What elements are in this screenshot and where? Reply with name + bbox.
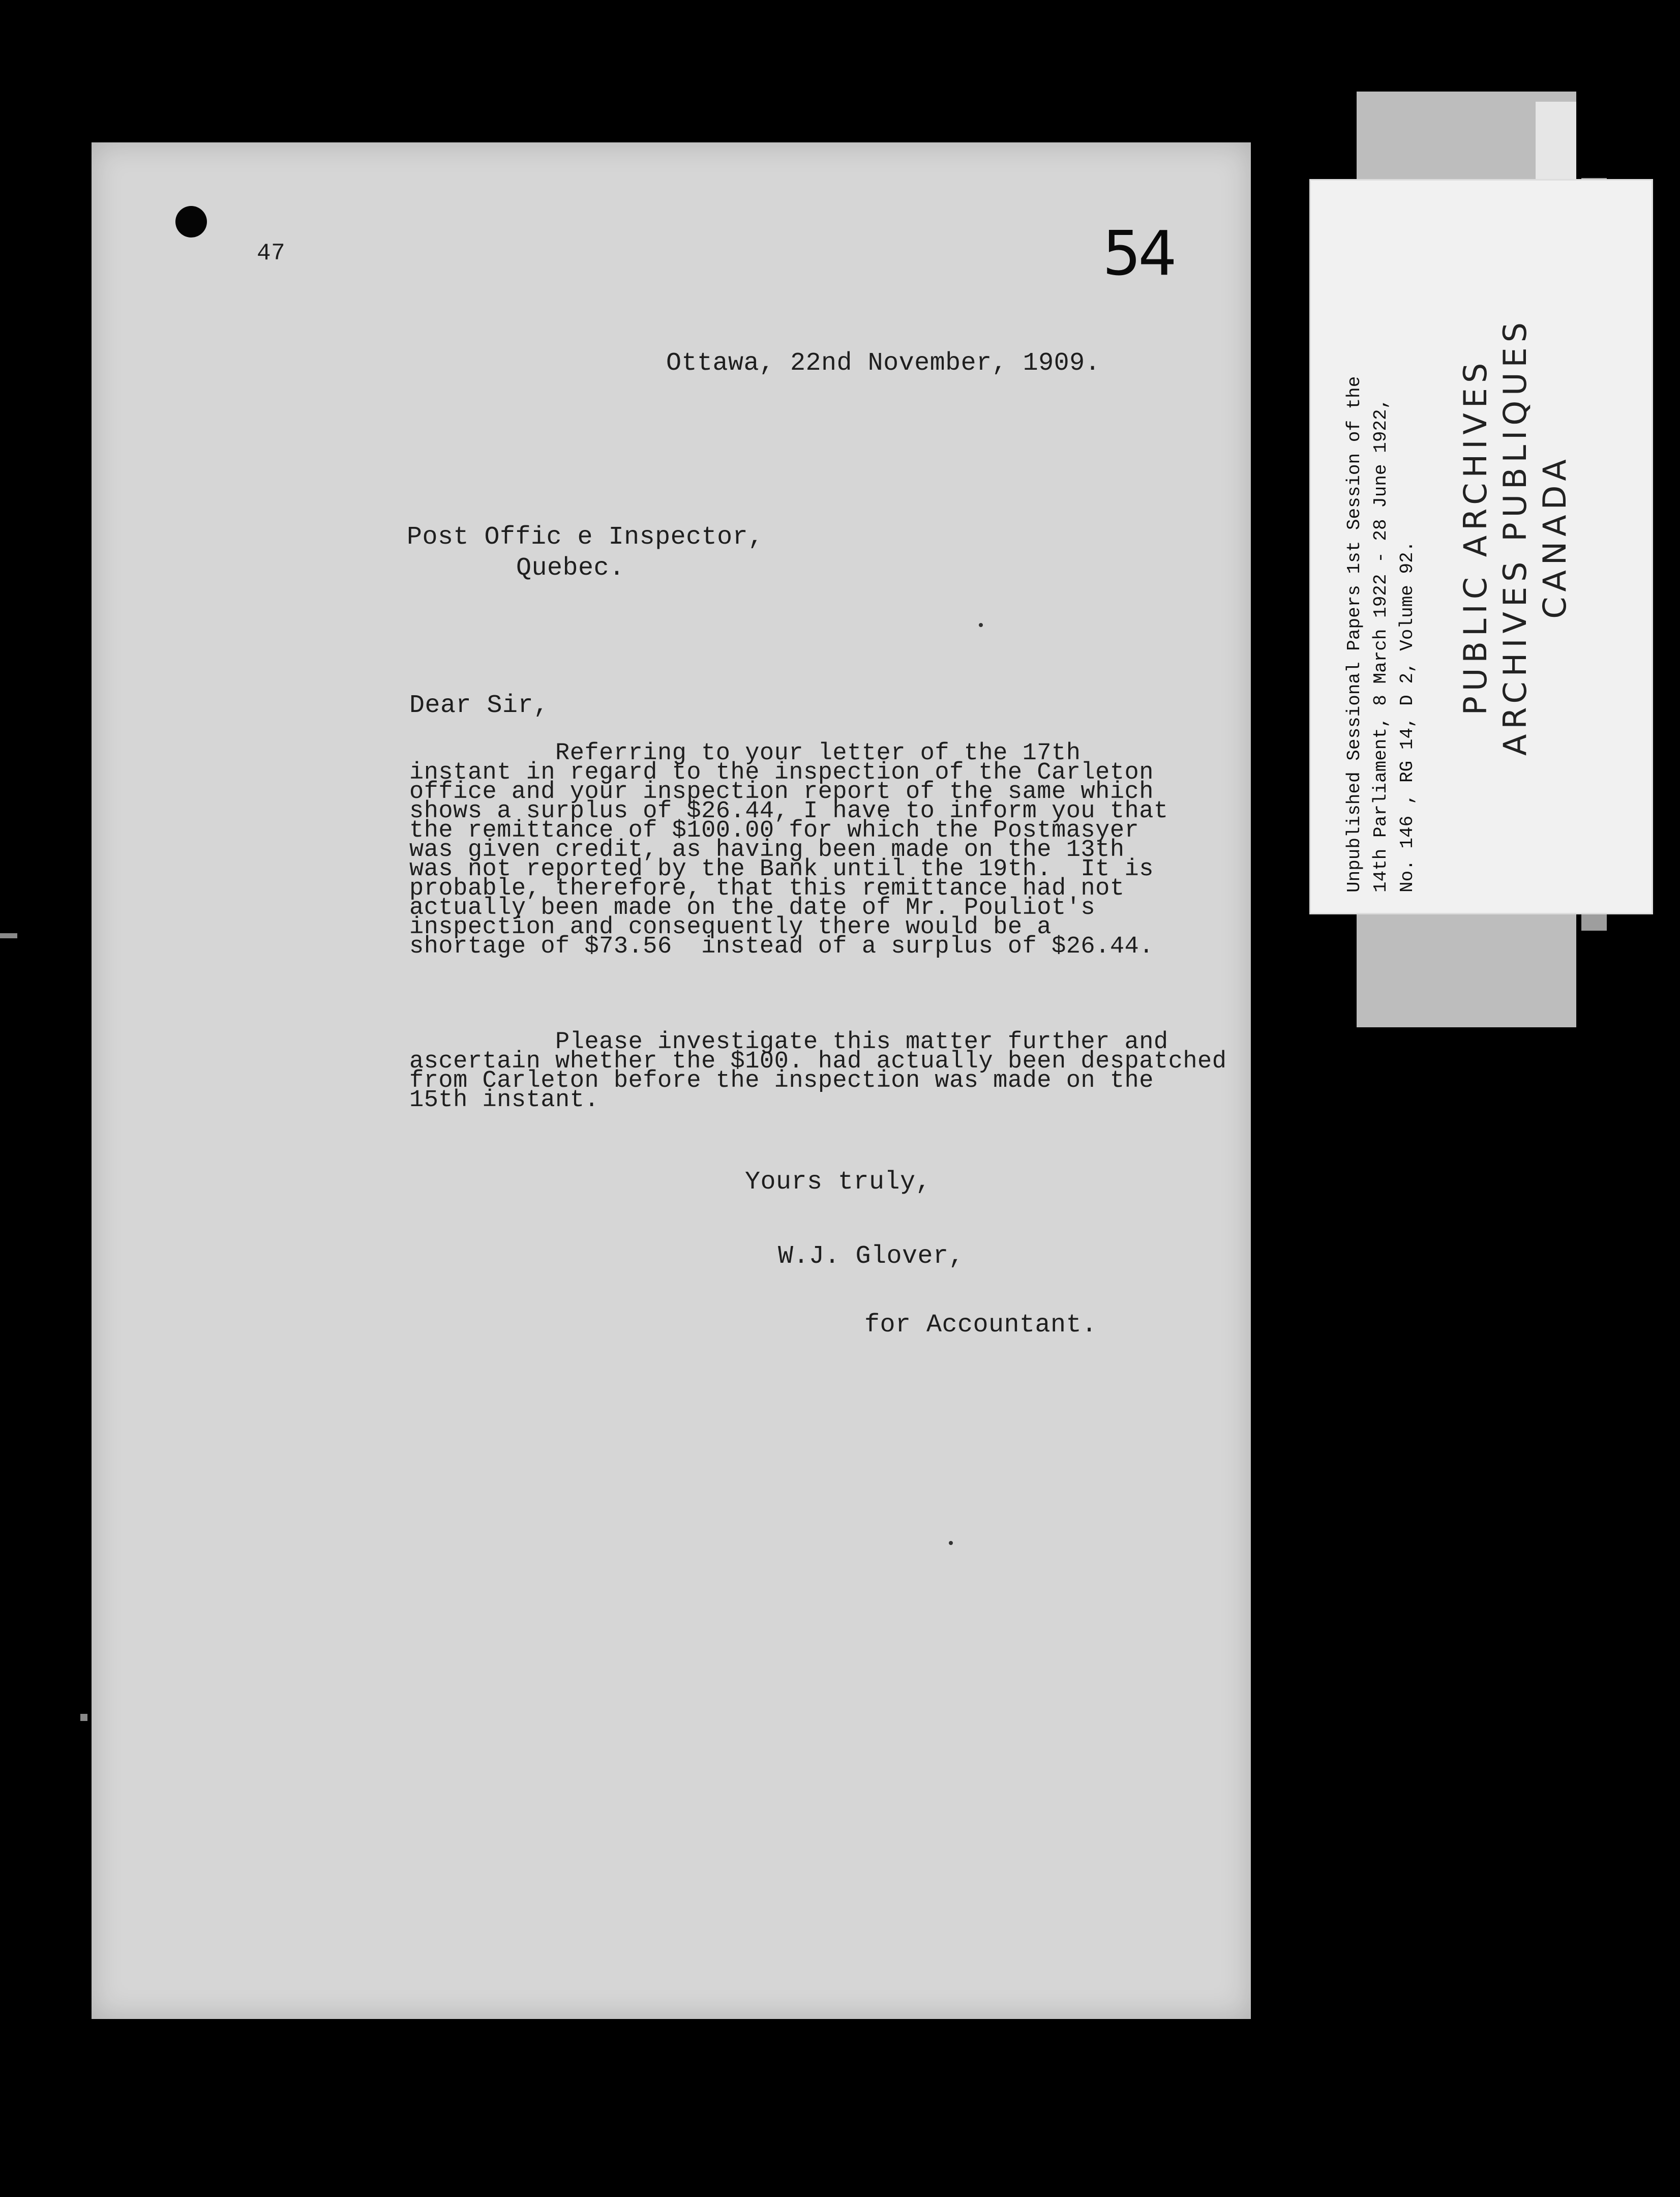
archive-stamp bbox=[1456, 221, 1575, 852]
paragraph-2-line: 15th instant. bbox=[409, 1087, 599, 1114]
salutation: Dear Sir, bbox=[409, 691, 549, 720]
paragraph-1-line: shortage of $73.56 instead of a surplus of $26.44. bbox=[409, 933, 1154, 960]
closing: Yours truly, bbox=[745, 1168, 932, 1197]
paragraph-1-line: inspection and consequently there would be a bbox=[409, 914, 1052, 941]
paragraph-2-line: from Carleton before the inspection was made on the bbox=[409, 1067, 1154, 1094]
paragraph-1-line: was not reported by the Bank until the 19th. It is bbox=[409, 856, 1154, 883]
paragraph-1-line: shows a surplus of $26.44, I have to inform you that bbox=[409, 798, 1168, 825]
paragraph-2-line: Please investigate this matter further and bbox=[409, 1029, 1168, 1056]
paragraph-1-line: actually been made on the date of Mr. Pouliot's bbox=[409, 895, 1096, 922]
paragraph-1-line: the remittance of $100.00 for which the Postmasyer bbox=[409, 817, 1139, 844]
archive-caption bbox=[1341, 376, 1421, 893]
punch-hole bbox=[175, 206, 207, 237]
signatory: W.J. Glover, bbox=[778, 1242, 965, 1271]
scan-mark bbox=[0, 933, 17, 938]
paragraph-1-line: instant in regard to the inspection of the Carleton bbox=[409, 759, 1154, 786]
scan-mark bbox=[80, 1714, 87, 1721]
archive-label bbox=[1309, 179, 1653, 914]
page-number: 47 bbox=[257, 240, 286, 266]
archive-caption-line: 14th Parliament, 8 March 1922 - 28 June 1922, bbox=[1370, 398, 1391, 893]
recipient-line-1: Post Offic e Inspector, bbox=[407, 523, 764, 552]
archive-stamp-line: CANADA bbox=[1536, 454, 1573, 619]
ink-speck bbox=[949, 1541, 953, 1545]
archive-stamp-line: ARCHIVES PUBLIQUES bbox=[1496, 317, 1534, 756]
archive-caption-line: No. 146 , RG 14, D 2, Volume 92. bbox=[1397, 541, 1418, 893]
archive-caption-line: Unpublished Sessional Papers 1st Session of the bbox=[1344, 376, 1365, 893]
ink-speck bbox=[979, 623, 983, 627]
paragraph-1-line: Referring to your letter of the 17th bbox=[409, 740, 1081, 767]
recipient-line-2: Quebec. bbox=[516, 554, 625, 583]
paragraph-1-line: was given credit, as having been made on the 13th bbox=[409, 837, 1125, 864]
handwritten-folio-number: 54 bbox=[1102, 219, 1174, 289]
archive-stamp-line: PUBLIC ARCHIVES bbox=[1457, 358, 1494, 716]
paragraph-1-line: probable, therefore, that this remittance had not bbox=[409, 875, 1125, 902]
date-line: Ottawa, 22nd November, 1909. bbox=[666, 349, 1101, 378]
paragraph-1-line: office and your inspection report of the same which bbox=[409, 779, 1154, 806]
signatory-title: for Accountant. bbox=[864, 1311, 1097, 1340]
paragraph-2-line: ascertain whether the $100. had actually been despatched bbox=[409, 1048, 1227, 1075]
